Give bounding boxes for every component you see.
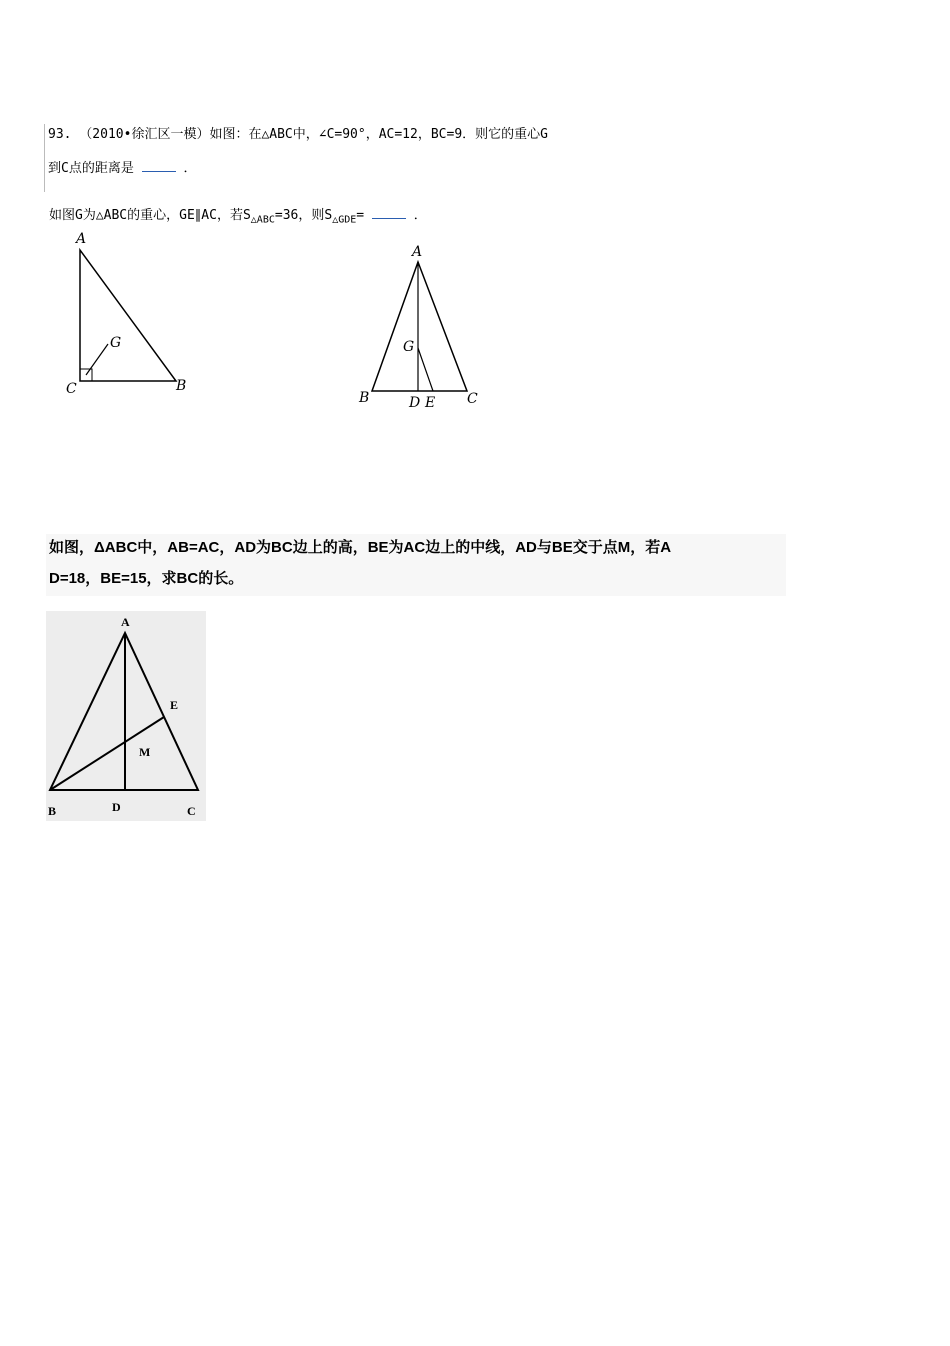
label-b: B (359, 390, 370, 406)
median-intersection-figure (46, 611, 206, 821)
label-g: G (110, 335, 122, 351)
label-e: E (425, 395, 436, 411)
isosceles-problem-line-2: D=18，BE=15，求BC的长。 (49, 570, 244, 587)
triangle-abc (80, 250, 176, 381)
label-a: A (412, 244, 423, 260)
centroid-triangle-figure (355, 240, 490, 412)
problem-2-text-mid: =36，则S (274, 208, 333, 223)
area-subscript-gde: △GDE (332, 214, 357, 226)
problem-93-period: ． (183, 161, 197, 176)
isosceles-problem-line-1: 如图，ΔABC中，AB=AC，AD为BC边上的高，BE为AC边上的中线，AD与BE交于点M，若A (49, 539, 672, 556)
segment-ge (418, 348, 433, 391)
label-m: M (139, 745, 151, 759)
centroid-area-problem (49, 204, 427, 226)
problem-2-period: ． (413, 208, 427, 223)
label-c: C (187, 804, 196, 818)
label-d: D (112, 800, 121, 814)
problem-93-line-2 (48, 158, 748, 192)
problem-93-question-text: 到C点的距离是 (48, 161, 134, 176)
answer-blank (142, 159, 176, 172)
label-g: G (403, 339, 415, 355)
label-a: A (76, 231, 87, 247)
problem-2-equals: = (356, 208, 365, 223)
segment-cg (86, 344, 108, 375)
answer-blank (372, 206, 406, 219)
triangle-abc (372, 262, 467, 391)
label-a: A (121, 615, 130, 629)
label-e: E (170, 698, 179, 712)
label-c: C (467, 391, 478, 407)
problem-93-line-1: 93. （2010•徐汇区一模）如图：在△ABC中，∠C=90°，AC=12，BC=9．则它的重心G (48, 127, 548, 142)
right-triangle-figure (60, 228, 210, 398)
problem-93 (44, 124, 748, 192)
problem-2-text-start: 如图G为△ABC的重心，GE∥AC，若S (49, 208, 251, 223)
isosceles-problem (46, 534, 786, 596)
label-b: B (176, 378, 187, 394)
median-intersection-diagram (46, 611, 206, 821)
label-b: B (48, 804, 57, 818)
area-subscript-abc: △ABC (250, 214, 275, 226)
label-d: D (409, 395, 421, 411)
label-c: C (66, 381, 77, 397)
